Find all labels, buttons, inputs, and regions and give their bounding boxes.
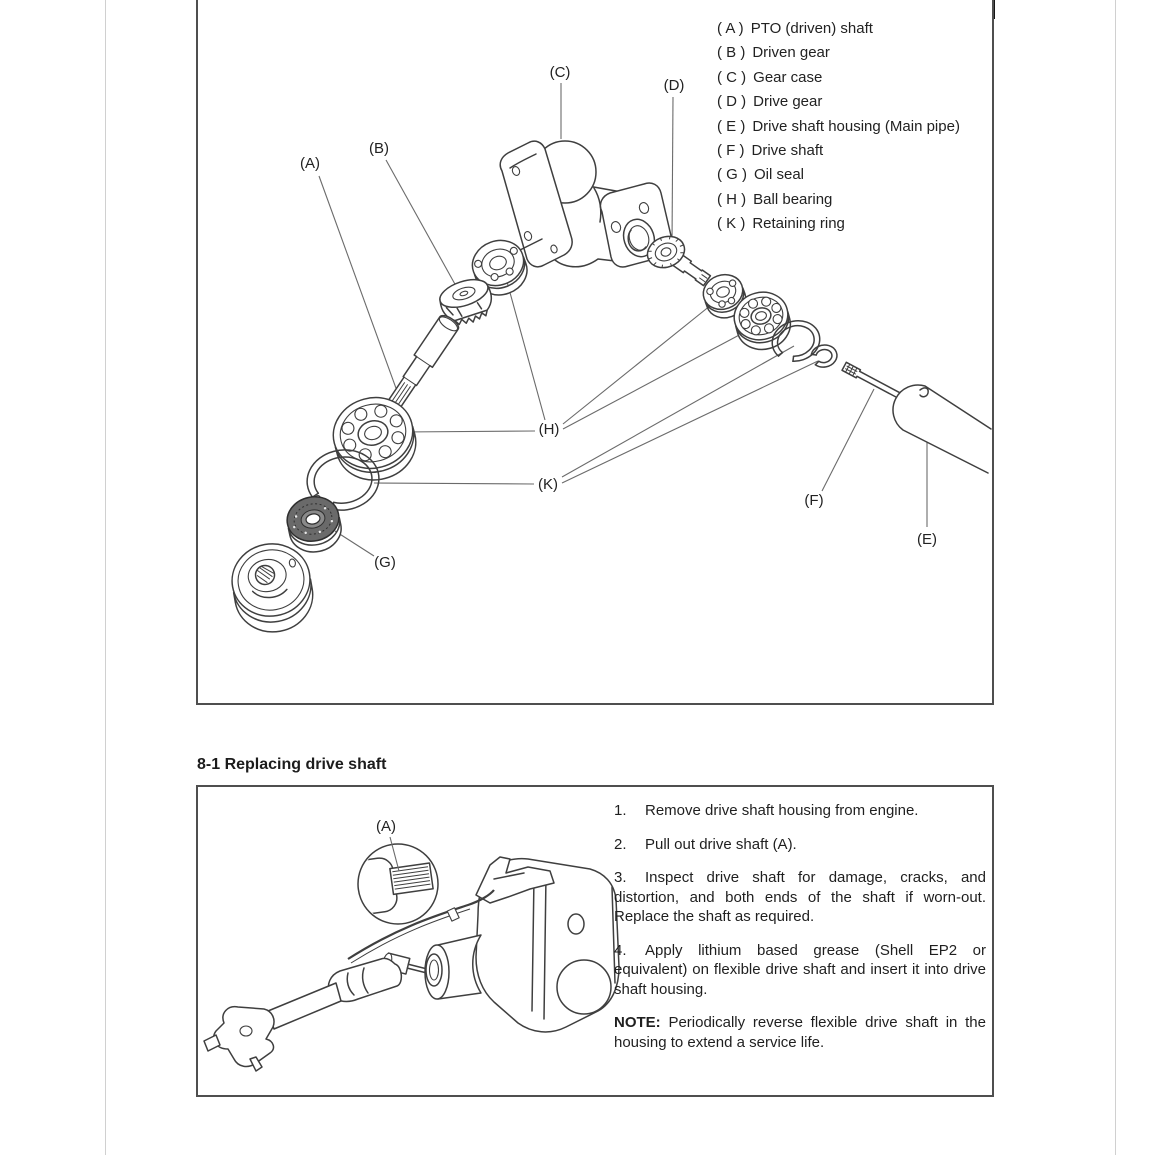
- part-name: Drive shaft: [751, 142, 824, 160]
- shaft-inset-magnifier: [338, 818, 438, 924]
- step-number: 4.: [614, 941, 627, 959]
- instruction-step: [614, 941, 986, 1000]
- page-edge-right: [1115, 0, 1116, 1155]
- callout-d: (D): [663, 77, 685, 94]
- part-name: Oil seal: [754, 166, 805, 184]
- retaining-ring-small-drawing: [810, 343, 839, 369]
- gear-case-drawing: [500, 141, 672, 267]
- step-number: 2.: [614, 835, 627, 853]
- parts-list-item: [717, 90, 960, 114]
- leader-line-b: [386, 160, 456, 286]
- part-name: Gear case: [753, 68, 823, 86]
- inset-callout-a: (A): [376, 818, 396, 835]
- ball-bearing-large-drawing: [325, 389, 423, 489]
- instructions: [614, 801, 986, 1066]
- part-key: ( G ): [717, 166, 747, 184]
- procedure-panel: [196, 785, 994, 1097]
- step-text: Pull out drive shaft (A).: [645, 835, 797, 853]
- callout-k: (K): [538, 476, 558, 493]
- callout-g: (G): [374, 554, 396, 571]
- leader-line-f: [822, 389, 874, 491]
- callout-a: (A): [300, 155, 320, 172]
- callout-c: (C): [549, 64, 571, 81]
- part-key: ( D ): [717, 93, 747, 111]
- parts-list-item: [717, 115, 960, 139]
- section-heading: 8-1 Replacing drive shaft: [197, 756, 387, 773]
- step-number: 3.: [614, 869, 627, 886]
- callout-h: (H): [538, 421, 560, 438]
- oil-seal-drawing: [283, 492, 345, 557]
- callout-f: (F): [804, 492, 824, 509]
- parts-list-item: [717, 212, 960, 236]
- note-text: Periodically reverse flexible drive shaft in the housing to extend a service life.: [614, 1014, 986, 1051]
- part-name: Driven gear: [752, 44, 830, 62]
- callout-e: (E): [917, 531, 937, 548]
- note-label: NOTE:: [614, 1014, 661, 1031]
- leader-line-d: [672, 97, 673, 244]
- note: [614, 1013, 986, 1052]
- part-key: ( F ): [717, 142, 745, 160]
- instruction-step: [614, 868, 986, 927]
- leader-line-a: [319, 176, 401, 402]
- step-text: Remove drive shaft housing from engine.: [645, 802, 919, 819]
- leader-line-k: [374, 346, 818, 484]
- parts-list-item: [717, 163, 960, 187]
- part-key: ( H ): [717, 190, 747, 208]
- part-key: ( E ): [717, 117, 746, 135]
- parts-list-item: [717, 139, 960, 163]
- pto-shaft-drawing: [383, 313, 461, 414]
- drive-shaft-housing-drawing: [893, 385, 991, 473]
- parts-list-item: [717, 17, 960, 41]
- instruction-step: [614, 835, 986, 855]
- part-name: PTO (driven) shaft: [750, 20, 873, 37]
- part-key: ( B ): [717, 44, 746, 62]
- page-edge-left: [105, 0, 106, 1155]
- part-name: Drive gear: [753, 93, 823, 111]
- step-text: Apply lithium based grease (Shell EP2 or equivalent) on flexible drive shaft and insert it into drive shaft housing.: [614, 941, 986, 998]
- parts-list-item: [717, 41, 960, 65]
- part-key: ( A ): [717, 20, 744, 37]
- part-name: Ball bearing: [753, 190, 833, 208]
- step-number: 1.: [614, 802, 627, 819]
- part-key: ( C ): [717, 68, 747, 86]
- parts-list-item: [717, 188, 960, 212]
- part-name: Retaining ring: [752, 215, 845, 233]
- step-text: Inspect drive shaft for damage, cracks, and distortion, and both ends of the shaft if worn-out. Replace the shaft as required.: [614, 869, 986, 925]
- callout-b: (B): [369, 140, 389, 157]
- parts-list-item: [717, 66, 960, 90]
- clutch-drum-drawing: [226, 538, 318, 638]
- part-key: ( K ): [717, 215, 746, 233]
- parts-list: [717, 17, 960, 237]
- exploded-diagram-panel: [196, 0, 994, 705]
- instruction-step: [614, 801, 986, 821]
- part-name: Drive shaft housing (Main pipe): [752, 117, 960, 135]
